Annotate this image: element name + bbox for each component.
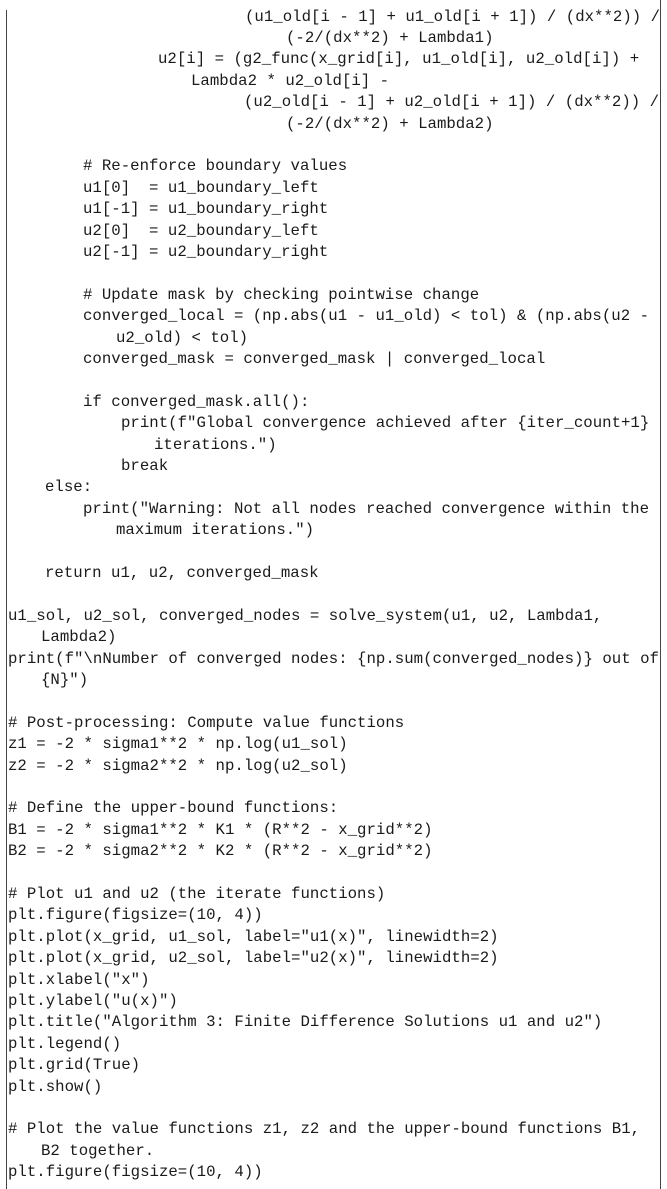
code-line: (-2/(dx**2) + Lambda1) — [286, 28, 494, 47]
code-line: plt.grid(True) — [8, 1056, 141, 1075]
code-line: B1 = -2 * sigma1**2 * K1 * (R**2 - x_grid**2) — [8, 820, 433, 839]
code-line: plt.ylabel("u(x)") — [8, 991, 178, 1010]
code-line: Lambda2 * u2_old[i] - — [191, 71, 390, 90]
code-line: plt.plot(x_grid, u1_sol, label="u1(x)", linewidth=2) — [8, 927, 499, 946]
listing-left-border — [6, 10, 7, 1189]
code-line: # Update mask by checking pointwise change — [83, 285, 480, 304]
code-line: # Define the upper-bound functions: — [8, 799, 339, 818]
code-line: B2 together. — [41, 1141, 155, 1160]
code-line: B2 = -2 * sigma2**2 * K2 * (R**2 - x_grid**2) — [8, 842, 433, 861]
code-line: # Re-enforce boundary values — [83, 157, 348, 176]
listing-right-border — [660, 0, 661, 1189]
code-line: converged_local = (np.abs(u1 - u1_old) < tol) & (np.abs(u2 - — [83, 307, 650, 326]
code-line: z2 = -2 * sigma2**2 * np.log(u2_sol) — [8, 756, 348, 775]
code-line: plt.figure(figsize=(10, 4)) — [8, 906, 263, 925]
code-line: u2[i] = (g2_func(x_grid[i], u1_old[i], u2_old[i]) + — [158, 50, 640, 69]
code-line: Lambda2) — [41, 628, 117, 647]
code-line: return u1, u2, converged_mask — [45, 563, 319, 582]
code-line: plt.title("Algorithm 3: Finite Difference Solutions u1 and u2") — [8, 1013, 603, 1032]
code-line: else: — [45, 478, 93, 497]
code-line: u1[0] = u1_boundary_left — [83, 178, 319, 197]
code-line: u2[-1] = u2_boundary_right — [83, 242, 329, 261]
code-line: {N}") — [41, 670, 89, 689]
code-line: plt.xlabel("x") — [8, 970, 150, 989]
code-line: plt.legend() — [8, 1034, 122, 1053]
code-line: # Plot u1 and u2 (the iterate functions) — [8, 884, 386, 903]
code-line: iterations.") — [154, 435, 277, 454]
code-line: (u1_old[i - 1] + u1_old[i + 1]) / (dx**2)) / — [245, 7, 661, 26]
code-line: u1_sol, u2_sol, converged_nodes = solve_system(u1, u2, Lambda1, — [8, 606, 603, 625]
code-line: # Plot the value functions z1, z2 and the upper-bound functions B1, — [8, 1120, 641, 1139]
code-line: converged_mask = converged_mask | converged_local — [83, 349, 546, 368]
code-line: break — [121, 456, 169, 475]
code-line: maximum iterations.") — [116, 521, 315, 540]
code-line: u2_old) < tol) — [116, 328, 249, 347]
code-line: # Post-processing: Compute value functions — [8, 713, 405, 732]
code-line: print(f"\nNumber of converged nodes: {np.sum(converged_nodes)} out of — [8, 649, 659, 668]
code-line: plt.plot(x_grid, u2_sol, label="u2(x)", linewidth=2) — [8, 949, 499, 968]
code-line: print("Warning: Not all nodes reached convergence within the — [83, 499, 650, 518]
code-line: plt.figure(figsize=(10, 4)) — [8, 1163, 263, 1182]
code-line: (-2/(dx**2) + Lambda2) — [286, 114, 494, 133]
code-line: plt.show() — [8, 1077, 103, 1096]
code-line: print(f"Global convergence achieved after {iter_count+1} — [121, 414, 650, 433]
code-line: if converged_mask.all(): — [83, 392, 310, 411]
code-line: z1 = -2 * sigma1**2 * np.log(u1_sol) — [8, 735, 348, 754]
code-line: u2[0] = u2_boundary_left — [83, 221, 319, 240]
code-line: (u2_old[i - 1] + u2_old[i + 1]) / (dx**2)) / — [244, 93, 660, 112]
code-line: u1[-1] = u1_boundary_right — [83, 200, 329, 219]
